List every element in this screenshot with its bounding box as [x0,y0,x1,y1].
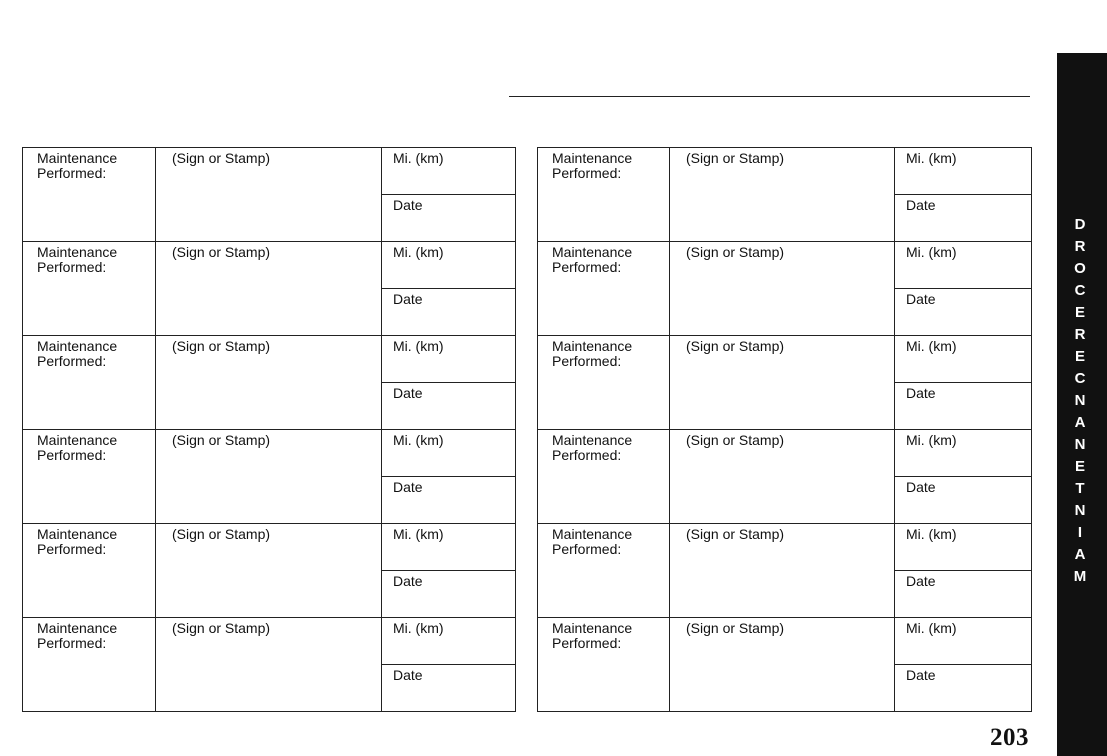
record-row [23,524,516,571]
sign-or-stamp-label: (Sign or Stamp) [172,150,271,166]
record-row [538,618,1032,665]
record-row [23,242,516,289]
record-row [538,242,1032,289]
date-cell[interactable] [382,665,516,712]
record-row [538,336,1032,383]
section-tab-letter: D [1074,216,1086,233]
section-tab-letter: T [1075,480,1085,497]
maintenance-record-table-right [537,147,1032,712]
header-rule [509,96,1030,97]
sign-or-stamp-label: (Sign or Stamp) [172,244,271,260]
maintenance-performed-cell[interactable] [538,242,670,336]
performed-label: Performed: [37,259,107,275]
section-tab-letter: R [1074,326,1086,343]
sign-or-stamp-cell[interactable] [156,618,382,712]
date-cell[interactable] [895,383,1032,430]
section-tab-letter: E [1074,348,1085,365]
sign-or-stamp-cell[interactable] [670,242,895,336]
performed-label: Performed: [552,165,622,181]
maintenance-label: Maintenance [552,338,633,354]
maintenance-label: Maintenance [37,338,118,354]
sign-or-stamp-label: (Sign or Stamp) [172,526,271,542]
date-label: Date [393,385,423,401]
sign-or-stamp-cell[interactable] [670,524,895,618]
maintenance-label: Maintenance [552,244,633,260]
maintenance-performed-cell[interactable] [538,336,670,430]
maintenance-label: Maintenance [37,432,118,448]
record-row [23,430,516,477]
mileage-label: Mi. (km) [393,150,444,166]
mileage-label: Mi. (km) [906,338,957,354]
section-tab-letter: N [1074,392,1086,409]
section-tab-letter: A [1074,414,1086,431]
section-tab-letter: C [1074,370,1086,387]
mileage-cell[interactable] [895,430,1032,477]
record-row [538,430,1032,477]
section-tab-letter: E [1074,304,1085,321]
section-tab-letter: E [1074,458,1085,475]
performed-label: Performed: [552,259,622,275]
record-row [23,336,516,383]
mileage-label: Mi. (km) [393,432,444,448]
sign-or-stamp-label: (Sign or Stamp) [686,620,785,636]
date-label: Date [393,197,423,213]
maintenance-label: Maintenance [552,620,633,636]
mileage-cell[interactable] [895,242,1032,289]
mileage-cell[interactable] [895,336,1032,383]
maintenance-performed-cell[interactable] [23,242,156,336]
mileage-label: Mi. (km) [393,620,444,636]
section-tab-letter: C [1074,282,1086,299]
date-label: Date [906,197,936,213]
page-number: 203 [990,724,1029,751]
sign-or-stamp-cell[interactable] [670,430,895,524]
section-tab-letter: I [1077,524,1083,541]
sign-or-stamp-cell[interactable] [156,336,382,430]
sign-or-stamp-label: (Sign or Stamp) [686,244,785,260]
mileage-cell[interactable] [895,618,1032,665]
maintenance-performed-cell[interactable] [23,618,156,712]
date-cell[interactable] [895,289,1032,336]
record-row [23,148,516,195]
maintenance-label: Maintenance [37,620,118,636]
performed-label: Performed: [37,447,107,463]
sign-or-stamp-label: (Sign or Stamp) [686,338,785,354]
sign-or-stamp-label: (Sign or Stamp) [686,432,785,448]
date-cell[interactable] [382,571,516,618]
section-tab-letter: M [1073,568,1087,585]
date-label: Date [906,291,936,307]
date-cell[interactable] [895,571,1032,618]
date-cell[interactable] [382,477,516,524]
section-tab-label [1059,214,1101,588]
mileage-label: Mi. (km) [906,620,957,636]
maintenance-label: Maintenance [37,150,118,166]
maintenance-performed-cell[interactable] [538,148,670,242]
maintenance-label: Maintenance [552,432,633,448]
mileage-label: Mi. (km) [906,432,957,448]
date-label: Date [906,573,936,589]
mileage-label: Mi. (km) [906,526,957,542]
section-tab-letter: N [1074,436,1086,453]
date-cell[interactable] [895,665,1032,712]
performed-label: Performed: [37,541,107,557]
date-label: Date [393,479,423,495]
sign-or-stamp-label: (Sign or Stamp) [686,526,785,542]
maintenance-label: Maintenance [37,526,118,542]
sign-or-stamp-label: (Sign or Stamp) [172,338,271,354]
record-row [23,618,516,665]
maintenance-performed-cell[interactable] [23,148,156,242]
sign-or-stamp-cell[interactable] [156,242,382,336]
record-row [538,148,1032,195]
sign-or-stamp-cell[interactable] [156,524,382,618]
maintenance-label: Maintenance [552,150,633,166]
performed-label: Performed: [37,165,107,181]
sign-or-stamp-cell[interactable] [670,336,895,430]
maintenance-label: Maintenance [37,244,118,260]
mileage-cell[interactable] [382,430,516,477]
mileage-cell[interactable] [382,618,516,665]
date-label: Date [393,291,423,307]
date-cell[interactable] [382,289,516,336]
mileage-cell[interactable] [382,524,516,571]
mileage-label: Mi. (km) [393,526,444,542]
date-cell[interactable] [382,383,516,430]
sign-or-stamp-cell[interactable] [670,618,895,712]
sign-or-stamp-cell[interactable] [156,430,382,524]
mileage-cell[interactable] [382,148,516,195]
maintenance-performed-cell[interactable] [538,618,670,712]
maintenance-performed-cell[interactable] [538,430,670,524]
maintenance-record-table-left [22,147,516,712]
maintenance-label: Maintenance [552,526,633,542]
section-tab-letter: O [1074,260,1086,277]
mileage-label: Mi. (km) [393,338,444,354]
maintenance-performed-cell[interactable] [23,430,156,524]
section-tab-letter: A [1074,546,1086,563]
date-label: Date [906,385,936,401]
date-label: Date [906,479,936,495]
performed-label: Performed: [552,353,622,369]
maintenance-performed-cell[interactable] [23,524,156,618]
performed-label: Performed: [552,635,622,651]
sign-or-stamp-label: (Sign or Stamp) [686,150,785,166]
mileage-cell[interactable] [382,242,516,289]
section-tab-letter: N [1074,502,1086,519]
sign-or-stamp-cell[interactable] [156,148,382,242]
performed-label: Performed: [37,635,107,651]
performed-label: Performed: [37,353,107,369]
sign-or-stamp-cell[interactable] [670,148,895,242]
maintenance-performed-cell[interactable] [23,336,156,430]
performed-label: Performed: [552,447,622,463]
sign-or-stamp-label: (Sign or Stamp) [172,620,271,636]
date-cell[interactable] [895,195,1032,242]
performed-label: Performed: [552,541,622,557]
mileage-label: Mi. (km) [906,244,957,260]
section-tab-letter: R [1074,238,1086,255]
sign-or-stamp-label: (Sign or Stamp) [172,432,271,448]
maintenance-performed-cell[interactable] [538,524,670,618]
mileage-cell[interactable] [895,148,1032,195]
date-cell[interactable] [382,195,516,242]
mileage-label: Mi. (km) [393,244,444,260]
date-label: Date [393,667,423,683]
mileage-cell[interactable] [895,524,1032,571]
mileage-cell[interactable] [382,336,516,383]
date-cell[interactable] [895,477,1032,524]
date-label: Date [906,667,936,683]
date-label: Date [393,573,423,589]
mileage-label: Mi. (km) [906,150,957,166]
record-row [538,524,1032,571]
